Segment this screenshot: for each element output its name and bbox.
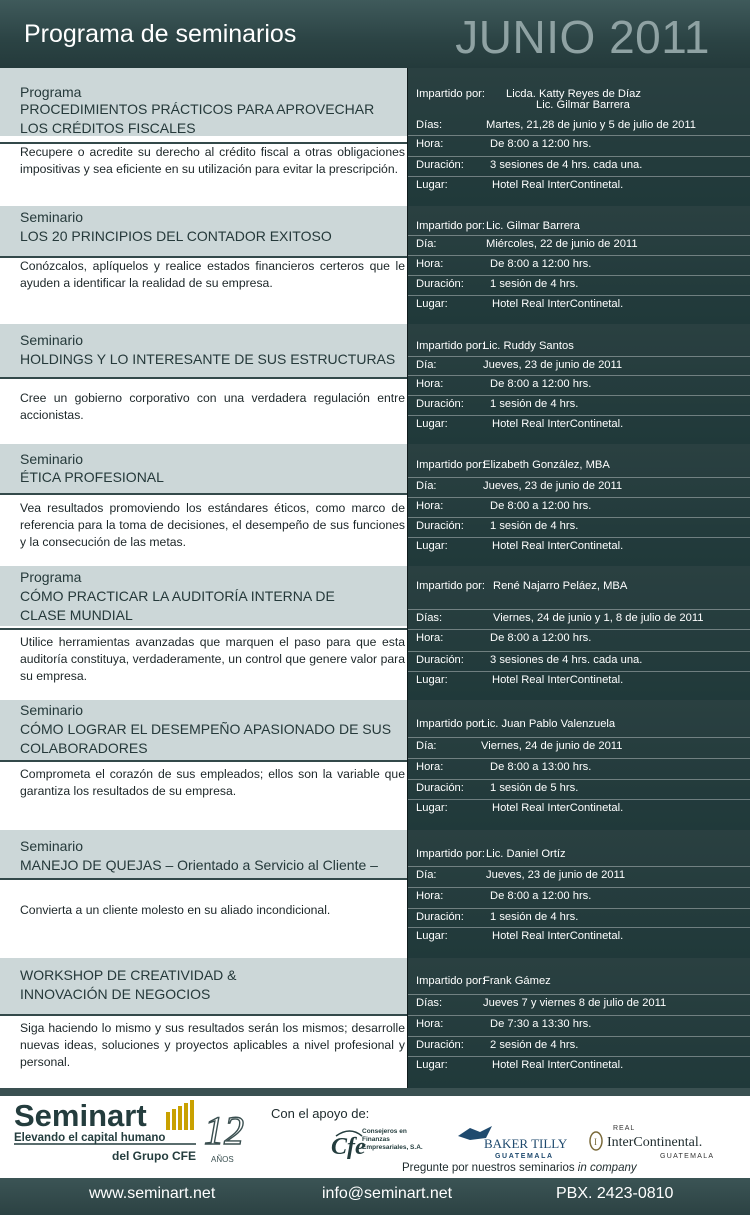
detail-row-day — [416, 869, 750, 887]
detail-separator — [408, 1056, 750, 1057]
place-value: Hotel Real InterContinetal. — [492, 1059, 624, 1071]
cfe-name-line2: Finanzas — [362, 1136, 390, 1143]
seminar-description: Comprometa el corazón de sus empleados; ellos son la variable que garantiza los resultados de su empresa. — [20, 767, 405, 798]
seminar-details-panel — [407, 444, 750, 566]
seminar-details-panel — [407, 830, 750, 958]
detail-row-duration — [416, 398, 750, 416]
day-value: Martes, 21,28 de junio y 5 de julio de 2011 — [486, 119, 697, 131]
day-value: Jueves, 23 de junio de 2011 — [486, 869, 626, 881]
detail-separator — [408, 927, 750, 928]
detail-separator — [408, 517, 750, 518]
time-label: Hora: — [416, 1018, 444, 1030]
footer-divider — [0, 1088, 750, 1096]
time-label: Hora: — [416, 761, 444, 773]
instructor-secondary-value: Lic. Gilmar Barrera — [536, 99, 630, 111]
detail-separator — [408, 866, 750, 867]
day-label: Día: — [416, 869, 437, 881]
day-value: Jueves 7 y viernes 8 de julio de 2011 — [483, 997, 667, 1009]
anniversary-word: AÑOS — [211, 1155, 234, 1164]
bakertilly-country: GUATEMALA — [495, 1153, 554, 1160]
instructor-value: Lic. Ruddy Santos — [483, 340, 574, 352]
detail-row-instructor — [416, 459, 750, 477]
detail-row-duration — [416, 654, 750, 672]
time-label: Hora: — [416, 378, 444, 390]
duration-value: 1 sesión de 5 hrs. — [490, 782, 579, 794]
detail-separator — [408, 908, 750, 909]
detail-separator — [408, 375, 750, 376]
place-value: Hotel Real InterContinetal. — [492, 418, 624, 430]
detail-separator — [408, 477, 750, 478]
seminar-description: Utilice herramientas avanzadas que marquen el paso para que esta auditoría constituya, verdaderamente, un control que genere valor para su empresa. — [20, 635, 405, 683]
detail-row-duration — [416, 159, 750, 177]
instructor-value: Lic. Juan Pablo Valenzuela — [481, 718, 616, 730]
seminar-title: ÉTICA PROFESIONAL — [20, 469, 164, 485]
duration-value: 1 sesión de 4 hrs. — [490, 398, 579, 410]
intercontinental-country: GUATEMALA — [660, 1153, 715, 1160]
heading-rule — [0, 628, 407, 630]
seminar-type: Programa — [20, 84, 82, 100]
instructor-label: Impartido por: — [416, 975, 486, 987]
day-label: Días: — [416, 119, 443, 131]
support-label: Con el apoyo de: — [271, 1106, 370, 1121]
instructor-label: Impartido por: — [416, 88, 486, 100]
detail-separator — [408, 609, 750, 610]
duration-label: Duración: — [416, 782, 464, 794]
detail-separator — [408, 758, 750, 759]
detail-row-time — [416, 632, 750, 650]
detail-row-instructor — [416, 848, 750, 866]
place-label: Lugar: — [416, 298, 448, 310]
detail-row-place — [416, 298, 750, 316]
detail-separator — [408, 255, 750, 256]
seminar-block — [0, 830, 750, 958]
day-label: Día: — [416, 480, 437, 492]
heading-rule — [0, 377, 407, 379]
detail-row-time — [416, 890, 750, 908]
day-label: Día: — [416, 238, 437, 250]
seminar-block — [0, 324, 750, 444]
duration-label: Duración: — [416, 159, 464, 171]
instructor-value: Lic. Gilmar Barrera — [486, 220, 580, 232]
seminar-block — [0, 68, 750, 206]
detail-separator — [408, 671, 750, 672]
place-value: Hotel Real InterContinetal. — [492, 179, 624, 191]
seminar-description: Conózcalos, aplíquelos y realice estados financieros certeros que le ayuden a identificar la realidad de su empresa. — [20, 259, 405, 290]
detail-row-day — [416, 480, 750, 498]
detail-row-duration — [416, 1039, 750, 1057]
detail-separator — [408, 779, 750, 780]
detail-separator — [408, 295, 750, 296]
incompany-text: Pregunte por nuestros seminarios — [402, 1162, 578, 1174]
duration-value: 3 sesiones de 4 hrs. cada una. — [490, 159, 643, 171]
sponsor-logos — [0, 1096, 750, 1178]
heading-rule — [0, 760, 407, 762]
detail-separator — [408, 497, 750, 498]
detail-separator — [408, 275, 750, 276]
detail-separator — [408, 537, 750, 538]
detail-separator — [408, 176, 750, 177]
detail-row-time — [416, 378, 750, 396]
svg-text:I: I — [594, 1137, 597, 1147]
place-label: Lugar: — [416, 1059, 448, 1071]
place-label: Lugar: — [416, 540, 448, 552]
detail-row-day — [416, 997, 750, 1015]
detail-row-place — [416, 930, 750, 948]
detail-row-duration — [416, 520, 750, 538]
instructor-value: Lic. Daniel Ortíz — [486, 848, 566, 860]
place-label: Lugar: — [416, 674, 448, 686]
duration-value: 1 sesión de 4 hrs. — [490, 278, 579, 290]
place-value: Hotel Real InterContinetal. — [492, 298, 624, 310]
instructor-label: Impartido por: — [416, 340, 486, 352]
duration-label: Duración: — [416, 398, 464, 410]
seminar-type: Seminario — [20, 838, 84, 854]
heading-rule — [0, 878, 407, 880]
contact-footer — [0, 1178, 750, 1215]
detail-row-day — [416, 612, 750, 630]
detail-row-instructor — [416, 580, 750, 598]
place-label: Lugar: — [416, 930, 448, 942]
cfe-name-line3: Empresariales, S.A. — [362, 1144, 423, 1151]
incompany-em: in company — [577, 1162, 637, 1174]
detail-row-duration — [416, 782, 750, 800]
time-label: Hora: — [416, 890, 444, 902]
seminar-title: LOS CRÉDITOS FISCALES — [20, 120, 196, 136]
place-value: Hotel Real InterContinetal. — [492, 802, 624, 814]
seminar-details-panel — [407, 206, 750, 324]
seminar-description: Convierta a un cliente molesto en su aliado incondicional. — [20, 903, 331, 917]
heading-rule — [0, 493, 407, 495]
detail-row-day — [416, 238, 750, 256]
detail-row-time — [416, 138, 750, 156]
detail-row-time — [416, 500, 750, 518]
seminar-details-panel — [407, 566, 750, 700]
seminar-title: CÓMO LOGRAR EL DESEMPEÑO APASIONADO DE SUS — [20, 721, 392, 737]
detail-separator — [408, 395, 750, 396]
seminar-type: Seminario — [20, 332, 84, 348]
month-year: JUNIO 2011 — [455, 11, 710, 63]
place-value: Hotel Real InterContinetal. — [492, 674, 624, 686]
bakertilly-name: BAKER TILLY — [484, 1136, 568, 1151]
instructor-label: Impartido por: — [416, 459, 486, 471]
instructor-label: Impartido por: — [416, 580, 486, 592]
detail-separator — [408, 799, 750, 800]
seminar-block — [0, 958, 750, 1088]
intercontinental-real: REAL — [613, 1125, 636, 1132]
instructor-value: Elizabeth González, MBA — [483, 459, 610, 471]
seminar-description: Cree un gobierno corporativo con una verdadera regulación entre accionistas. — [20, 391, 405, 422]
time-value: De 8:00 a 12:00 hrs. — [490, 378, 592, 390]
day-value: Miércoles, 22 de junio de 2011 — [486, 238, 638, 250]
seminar-title: WORKSHOP DE CREATIVIDAD & — [20, 967, 237, 983]
instructor-label: Impartido por: — [416, 220, 486, 232]
detail-separator — [408, 415, 750, 416]
detail-separator — [408, 651, 750, 652]
page-header — [0, 0, 750, 68]
seminar-title: INNOVACIÓN DE NEGOCIOS — [20, 986, 211, 1002]
detail-row-time — [416, 1018, 750, 1036]
anniversary-number: 12 — [204, 1108, 244, 1153]
seminart-bars-icon — [166, 1100, 194, 1130]
detail-separator — [408, 887, 750, 888]
seminar-details-panel — [407, 324, 750, 444]
duration-value: 1 sesión de 4 hrs. — [490, 520, 579, 532]
seminar-title: PROCEDIMIENTOS PRÁCTICOS PARA APROVECHAR — [20, 101, 375, 117]
time-value: De 7:30 a 13:30 hrs. — [490, 1018, 592, 1030]
seminar-title: LOS 20 PRINCIPIOS DEL CONTADOR EXITOSO — [20, 228, 332, 244]
detail-row-instructor — [416, 718, 750, 736]
seminart-group: del Grupo CFE — [112, 1149, 196, 1163]
heading-rule — [0, 1014, 407, 1016]
time-value: De 8:00 a 12:00 hrs. — [490, 138, 592, 150]
day-value: Viernes, 24 de junio y 1, 8 de julio de 2011 — [493, 612, 704, 624]
detail-row-instructor — [416, 975, 750, 993]
place-value: Hotel Real InterContinetal. — [492, 540, 624, 552]
detail-row-day — [416, 740, 750, 758]
seminart-tagline: Elevando el capital humano — [14, 1132, 166, 1144]
email-link[interactable]: info@seminart.net — [322, 1185, 453, 1202]
seminar-type: Seminario — [20, 451, 84, 467]
time-value: De 8:00 a 12:00 hrs. — [490, 890, 592, 902]
seminar-title: MANEJO DE QUEJAS – Orientado a Servicio al Cliente – — [20, 857, 378, 873]
duration-label: Duración: — [416, 654, 464, 666]
page-title: Programa de seminarios — [24, 20, 297, 48]
instructor-value: Licda. Katty Reyes de Díaz — [506, 88, 641, 100]
duration-value: 3 sesiones de 4 hrs. cada una. — [490, 654, 643, 666]
instructor-label: Impartido por: — [416, 848, 486, 860]
detail-row-place — [416, 540, 750, 558]
seminar-title: CLASE MUNDIAL — [20, 607, 133, 623]
incompany-note — [402, 1162, 638, 1174]
place-label: Lugar: — [416, 179, 448, 191]
seminar-block — [0, 444, 750, 566]
time-value: De 8:00 a 12:00 hrs. — [490, 500, 592, 512]
duration-label: Duración: — [416, 520, 464, 532]
day-label: Día: — [416, 740, 437, 752]
seminar-block — [0, 566, 750, 700]
detail-row-place — [416, 179, 750, 197]
detail-separator — [408, 629, 750, 630]
seminar-block — [0, 206, 750, 324]
place-label: Lugar: — [416, 802, 448, 814]
seminar-description: Recupere o acredite su derecho al crédito fiscal a otras obligaciones impositivas y sea eficiente en su utilización para evitar la prescripción. — [20, 145, 405, 176]
detail-row-place — [416, 674, 750, 692]
time-label: Hora: — [416, 632, 444, 644]
time-value: De 8:00 a 12:00 hrs. — [490, 632, 592, 644]
detail-row-time — [416, 258, 750, 276]
seminart-logo-text: Seminart — [14, 1098, 147, 1133]
seminar-title: HOLDINGS Y LO INTERESANTE DE SUS ESTRUCTURAS — [20, 351, 396, 367]
day-label: Días: — [416, 612, 443, 624]
instructor-value: René Najarro Peláez, MBA — [493, 580, 628, 592]
seminar-details-panel — [407, 958, 750, 1088]
duration-label: Duración: — [416, 278, 464, 290]
seminar-block — [0, 700, 750, 830]
time-value: De 8:00 a 12:00 hrs. — [490, 258, 592, 270]
detail-separator — [408, 156, 750, 157]
seminar-details-panel — [407, 68, 750, 206]
detail-separator — [408, 135, 750, 136]
instructor-value: Frank Gámez — [483, 975, 551, 987]
seminar-type: Programa — [20, 569, 82, 585]
duration-value: 2 sesión de 4 hrs. — [490, 1039, 579, 1051]
detail-separator — [408, 356, 750, 357]
detail-separator — [408, 737, 750, 738]
detail-row-place — [416, 802, 750, 820]
detail-row-time — [416, 761, 750, 779]
sponsor-strip — [0, 1096, 750, 1178]
day-value: Viernes, 24 de junio de 2011 — [481, 740, 623, 752]
duration-label: Duración: — [416, 1039, 464, 1051]
day-value: Jueves, 23 de junio de 2011 — [483, 480, 623, 492]
seminar-type: Seminario — [20, 702, 84, 718]
detail-row-place — [416, 418, 750, 436]
cfe-name-line1: Consejeros en — [362, 1128, 407, 1135]
intercontinental-name: InterContinental. — [607, 1135, 703, 1150]
detail-separator — [408, 235, 750, 236]
place-label: Lugar: — [416, 418, 448, 430]
duration-label: Duración: — [416, 911, 464, 923]
time-label: Hora: — [416, 258, 444, 270]
seminar-type: Seminario — [20, 209, 84, 225]
seminar-description: Vea resultados promoviendo los estándares éticos, como marco de referencia para la toma de decisiones, el desempeño de sus funciones y la consecución de las metas. — [20, 501, 405, 549]
seminar-title: COLABORADORES — [20, 740, 148, 756]
time-value: De 8:00 a 13:00 hrs. — [490, 761, 592, 773]
detail-row-duration — [416, 278, 750, 296]
day-label: Días: — [416, 997, 443, 1009]
time-label: Hora: — [416, 500, 444, 512]
detail-separator — [408, 994, 750, 995]
detail-separator — [408, 1036, 750, 1037]
seminar-description: Siga haciendo lo mismo y sus resultados serán los mismos; desarrolle nuevas ideas, soluciones y proyectos aplicables a nivel profesional y personal. — [20, 1021, 405, 1069]
seminar-details-panel — [407, 700, 750, 830]
detail-row-instructor-secondary — [416, 99, 750, 117]
seminar-title: CÓMO PRACTICAR LA AUDITORÍA INTERNA DE — [20, 588, 335, 604]
detail-row-place — [416, 1059, 750, 1077]
phone-number: PBX. 2423-0810 — [556, 1185, 674, 1202]
time-label: Hora: — [416, 138, 444, 150]
duration-value: 1 sesión de 4 hrs. — [490, 911, 579, 923]
place-value: Hotel Real InterContinetal. — [492, 930, 624, 942]
day-label: Día: — [416, 359, 437, 371]
website-link[interactable]: www.seminart.net — [89, 1185, 216, 1202]
day-value: Jueves, 23 de junio de 2011 — [483, 359, 623, 371]
cfe-logo: Cfe — [331, 1134, 366, 1160]
instructor-label: Impartido por: — [416, 718, 486, 730]
detail-separator — [408, 1015, 750, 1016]
